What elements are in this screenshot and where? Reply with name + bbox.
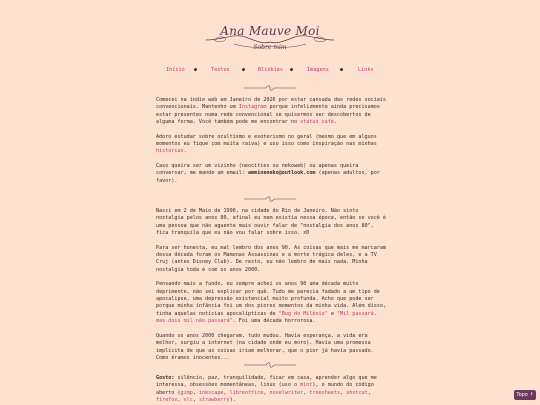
page-subtitle: Sobre mim [253, 44, 287, 51]
ornament-divider-icon [244, 196, 296, 202]
nav-link-inicio[interactable]: Início [166, 67, 185, 73]
bio-paragraph: Nasci em 2 de Maio de 1990, na cidade do Rio de Janeiro. Não sinto nostalgia pelos anos 80, afinal eu nem existia nessa época, então se você é uma pessoa que não aguenta mais ouvir falar de "nostalgia dos anos 80", fica tranquila que eu não vou falar sobre isso. xD [156, 208, 387, 237]
nav-separator: ● [340, 67, 344, 73]
likes-text: silêncio, paz, tranquilidade, ficar em casa, aprender algo que me interessa, obsessões momentâneas, linux (uso o [156, 375, 377, 389]
likes-text: , [192, 397, 199, 404]
likes-text: , [340, 389, 347, 396]
likes-text: ). [229, 397, 236, 404]
main-nav [0, 67, 540, 77]
bio-text: e [327, 310, 337, 317]
intro-text: Comecei na indie web em Janeiro de 2026 por estar cansada das redes sociais convencionais. Mantenho um [156, 97, 387, 111]
nav-separator: ● [290, 67, 294, 73]
nav-link-imagens[interactable]: Imagens [307, 67, 329, 73]
nav-link-blinkies[interactable]: Blinkies [258, 67, 283, 73]
ornament-divider-icon [244, 85, 296, 91]
bio-text: Pensando mais a fundo, eu sempre achei os anos 90 uma década muito deprimente, não sei explicar por quê. Tudo me parecia fadado a um tipo de apocalipse, uma depressão existencial muito profunda. Acho que pode ser porque minha infância foi um dos piores momentos da minha vida. Além disso, tinha aquelas notícias apocalípticas de [156, 281, 387, 317]
intro-section [156, 97, 386, 185]
intro-paragraph [156, 97, 386, 127]
inkscape-link[interactable]: inkscape [198, 389, 224, 396]
likes-text: , [177, 397, 184, 404]
occultism-paragraph [156, 134, 386, 156]
intro-text: Adoro estudar sobre ocultismo e esoterismo no geral (mesmo que em alguns momentos eu fique com muita raiva) e uso isso como inspiração nas minhas [156, 133, 377, 148]
intro-text: porque infelizmente ainda precisamos estar presentes numa rede convencional se quisermos ser descobertos de alguma forma. Você também pode me encontrar no [156, 104, 380, 126]
intro-text: . [333, 119, 337, 126]
strawberry-link[interactable]: strawberry [198, 397, 230, 404]
nav-link-links[interactable]: Links [358, 67, 374, 73]
nav-separator: ● [194, 67, 198, 73]
vlc-link[interactable]: vlc [183, 397, 193, 404]
likes-text: , [303, 389, 310, 396]
mil-passara-link[interactable]: "Mil passará, mas dois mil não passará" [156, 310, 377, 325]
nav-link-textos[interactable]: Textos [211, 67, 230, 73]
status-cafe-link[interactable]: status café [300, 119, 334, 126]
likes-text: , [223, 389, 230, 396]
gimp-link[interactable]: gimp [180, 389, 193, 396]
back-to-top-button[interactable]: Topo ↑ [514, 390, 536, 400]
email-address[interactable]: ammineneko@outlook.com [248, 170, 316, 177]
bio-section [156, 208, 386, 362]
likes-text: , [263, 389, 270, 396]
instagram-link[interactable]: Instagram [238, 104, 267, 111]
firefox-link[interactable]: firefox [156, 397, 178, 404]
likes-text: ), o mundo do código aberto ( [156, 382, 374, 396]
intro-text: . [183, 148, 187, 155]
bio-text: . Foi uma década horrorosa. [232, 318, 316, 325]
likes-label: Gosto: [156, 375, 175, 381]
treesheets-link[interactable]: treesheets [309, 389, 341, 396]
likes-text: , [367, 389, 371, 396]
contact-paragraph [156, 163, 386, 185]
nav-separator: ● [242, 67, 246, 73]
site-title: Ana Mauve Moi [220, 24, 320, 38]
likes-text: , [192, 389, 199, 396]
likes-paragraph [156, 375, 386, 405]
contact-text: (apenas adultos, por favor). [156, 170, 380, 184]
bio-paragraph: Quando os anos 2000 chegaram, tudo mudou. Havia esperança, a vida era melhor, surgiu a internet (na cidade onde eu moro). Havia uma promessa implícita de que as coisas iriam melhorar, que o pior já havia passado. Como éramos inocentes... [156, 332, 374, 361]
site-header [0, 20, 540, 60]
libreoffice-link[interactable]: libreoffice [229, 389, 264, 396]
ornament-divider-icon [244, 362, 296, 368]
historias-link[interactable]: histórias [156, 148, 184, 155]
shotcut-link[interactable]: shotcut [346, 389, 368, 396]
novelwriter-link[interactable]: novelwriter [269, 389, 304, 396]
mint-link[interactable]: mint [300, 382, 313, 389]
bio-paragraph: Para ser honesta, eu mal lembro dos anos 90. As coisas que mais me marcaram dessa década foram os Mamonas Assassinas e a morte trágica deles, e a TV Cruj (antes Disney Club). De resto, eu não lembro de mais nada. Minha nostalgia toda é com os anos 2000. [156, 244, 387, 273]
bio-paragraph [156, 281, 386, 325]
likes-section [156, 375, 386, 405]
bug-milenio-link[interactable]: "Bug do Milênio" [278, 310, 328, 317]
contact-text: Caso queira ser um vizinho (neocities ou nekoweb) ou apenas queira conversar, me mande um email: [156, 162, 359, 177]
